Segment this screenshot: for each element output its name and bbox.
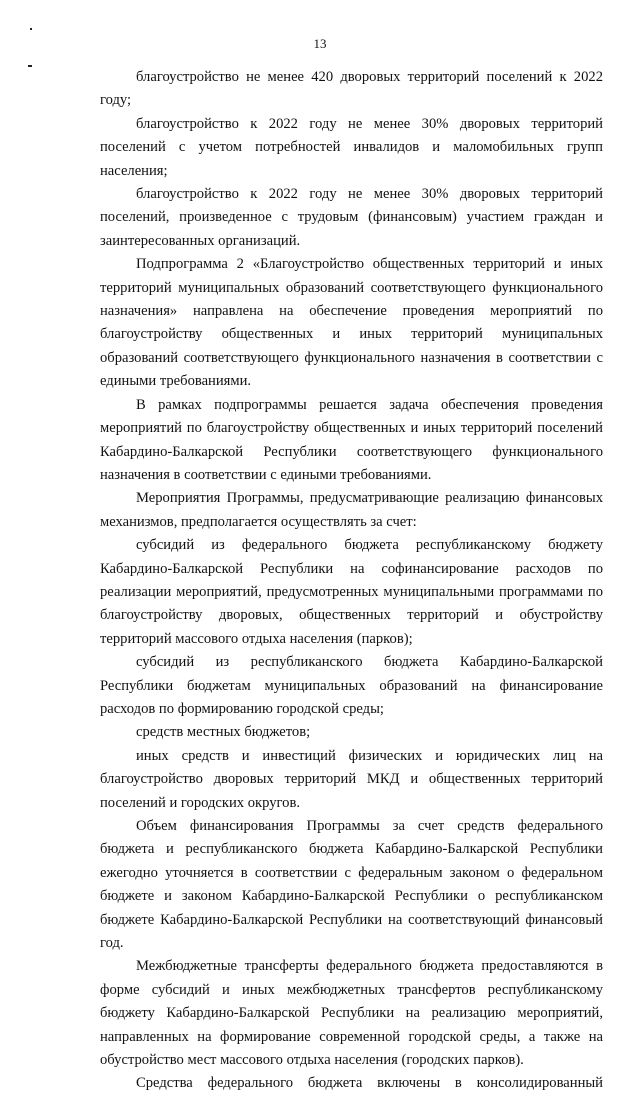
scan-mark bbox=[30, 28, 32, 30]
paragraph: благоустройство к 2022 году не менее 30% дворовых территорий поселений, произведенное с трудовым (финансовым) участием граждан и заинтересованных организаций. bbox=[100, 186, 603, 249]
paragraph: иных средств и инвестиций физических и юридических лиц на благоустройство дворовых территорий МКД и общественных территорий поселений и городских округов. bbox=[100, 747, 603, 811]
paragraph: благоустройство не менее 420 дворовых территорий поселений к 2022 году; bbox=[100, 69, 603, 109]
paragraph: Подпрограмма 2 «Благоустройство общественных территорий и иных территорий муниципальных образований соответствующего функционального назначения» направлена на обеспечение проведения мероприятий по благоустройству общественных и иных территорий муниципальных образований соответствующего функционального назначения в соответствии с едиными требованиями. bbox=[100, 256, 603, 390]
paragraph: Средства федерального бюджета включены в консолидированный bbox=[136, 1075, 603, 1092]
document-body bbox=[100, 66, 603, 1096]
paragraph: Объем финансирования Программы за счет средств федерального бюджета и республиканского бюджета Кабардино-Балкарской Республики ежегодно уточняется в соответствии с федеральным законом о федеральном бюджете и законом Кабардино-Балкарской Республики о республиканском бюджете Кабардино-Балкарской Республики на соответствующий финансовый год. bbox=[100, 818, 603, 952]
paragraph: субсидий из федерального бюджета республиканскому бюджету Кабардино-Балкарской Республики на софинансирование расходов по реализации мероприятий, предусмотренных муниципальными программами по благоустройству дворовых, общественных территорий и обустройству территорий массового отдыха населения (парков); bbox=[100, 537, 603, 647]
paragraph: Мероприятия Программы, предусматривающие реализацию финансовых механизмов, предполагается осуществлять за счет: bbox=[100, 490, 603, 530]
paragraph: средств местных бюджетов; bbox=[136, 724, 311, 741]
paragraph: Межбюджетные трансферты федерального бюджета предоставляются в форме субсидий и иных межбюджетных трансфертов республиканскому бюджету Кабардино-Балкарской Республики на реализацию мероприятий, направленных на формирование современной городской среды, а также на обустройство мест массового отдыха населения (городских парков). bbox=[100, 958, 603, 1069]
page-number: 13 bbox=[313, 36, 327, 51]
paragraph: благоустройство к 2022 году не менее 30% дворовых территорий поселений с учетом потребностей инвалидов и маломобильных групп населения; bbox=[100, 115, 603, 179]
paragraph: В рамках подпрограммы решается задача обеспечения проведения мероприятий по благоустройству общественных и иных территорий поселений Кабардино-Балкарской Республики соответствующего функционального назначения в соответствии с едиными требованиями. bbox=[100, 396, 603, 483]
paragraph: субсидий из республиканского бюджета Кабардино-Балкарской Республики бюджетам муниципальных образований на финансирование расходов по формированию городской среды; bbox=[100, 654, 603, 717]
scan-mark bbox=[28, 65, 32, 67]
